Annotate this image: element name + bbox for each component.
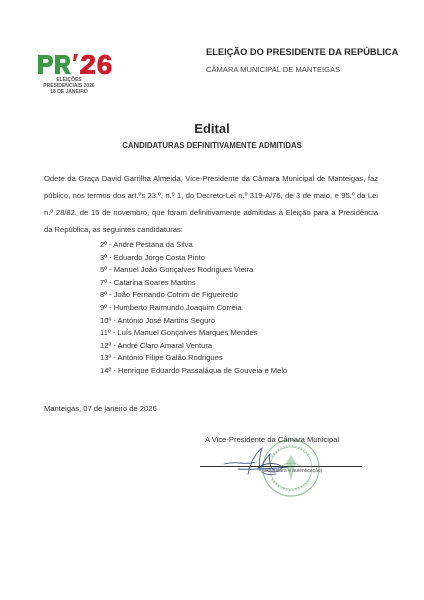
list-item: 14º - Henrique Eduardo Passaláqua de Gouveia e Melo	[100, 365, 288, 375]
signatory-role: A Vice-Presidente da Câmara Municipal	[205, 435, 340, 444]
list-item: 2º - André Pestana da Silva	[100, 240, 193, 249]
election-title: ELEIÇÃO DO PRESIDENTE DA REPÚBLICA	[206, 47, 399, 57]
list-item: 5º - Manuel João Gonçalves Rodrigues Vieira	[100, 265, 254, 275]
list-item: 7º - Catarina Soares Martins	[100, 277, 196, 287]
list-item: 13º - António Filipe Galão Rodrigues	[100, 353, 223, 363]
notice-paragraph: Odete da Graça David Garrilha Almeida, Vice-Presidente da Câmara Municipal de Manteigas, faz público, nos termos dos art.ºs 23.º, n.º 1, do Decreto-Lei n.º 319-A/76, de 3 de maio, e 95.º da Lei n.º 28/82, de 15 de novembro, que foram definitivamente admitidas à Eleição para a Presidência da República, as seguintes candidaturas:	[44, 174, 378, 234]
list-item: 11º - Luís Manuel Gonçalves Marques Mendes	[100, 328, 258, 338]
logo-caption-line: PRESIDENCIAIS 2026	[43, 83, 95, 89]
municipality-name: CÂMARA MUNICIPAL DE MANTEIGAS	[206, 65, 341, 74]
pr26-logo-icon	[36, 52, 126, 80]
candidate-list	[100, 239, 287, 378]
logo-caption	[36, 77, 102, 95]
list-item: 12º - André Claro Amaral Ventura	[100, 340, 213, 350]
logo-caption-line: 18 DE JANEIRO	[50, 89, 88, 95]
list-item: 3º - Eduardo Jorge Costa Pinto	[100, 252, 205, 262]
list-item: 8º - João Fernando Cotrim de Figueiredo	[100, 290, 238, 300]
signature-note: (assinatura e autenticação)	[262, 468, 323, 474]
signature-line	[200, 466, 362, 467]
elections-logo	[36, 52, 126, 102]
document-subtitle: CANDIDATURAS DEFINITIVAMENTE ADMITIDAS	[122, 141, 302, 150]
document-title: Edital	[194, 121, 230, 136]
handwritten-signature-icon	[218, 440, 302, 484]
place-date: Manteigas, 07 de janeiro de 2026	[44, 404, 157, 413]
list-item: 9º - Humberto Raimundo Joaquim Correia	[100, 302, 242, 312]
logo-caption-line: ELEIÇÕES	[56, 77, 82, 83]
list-item: 10º - António José Martins Seguro	[100, 315, 216, 325]
